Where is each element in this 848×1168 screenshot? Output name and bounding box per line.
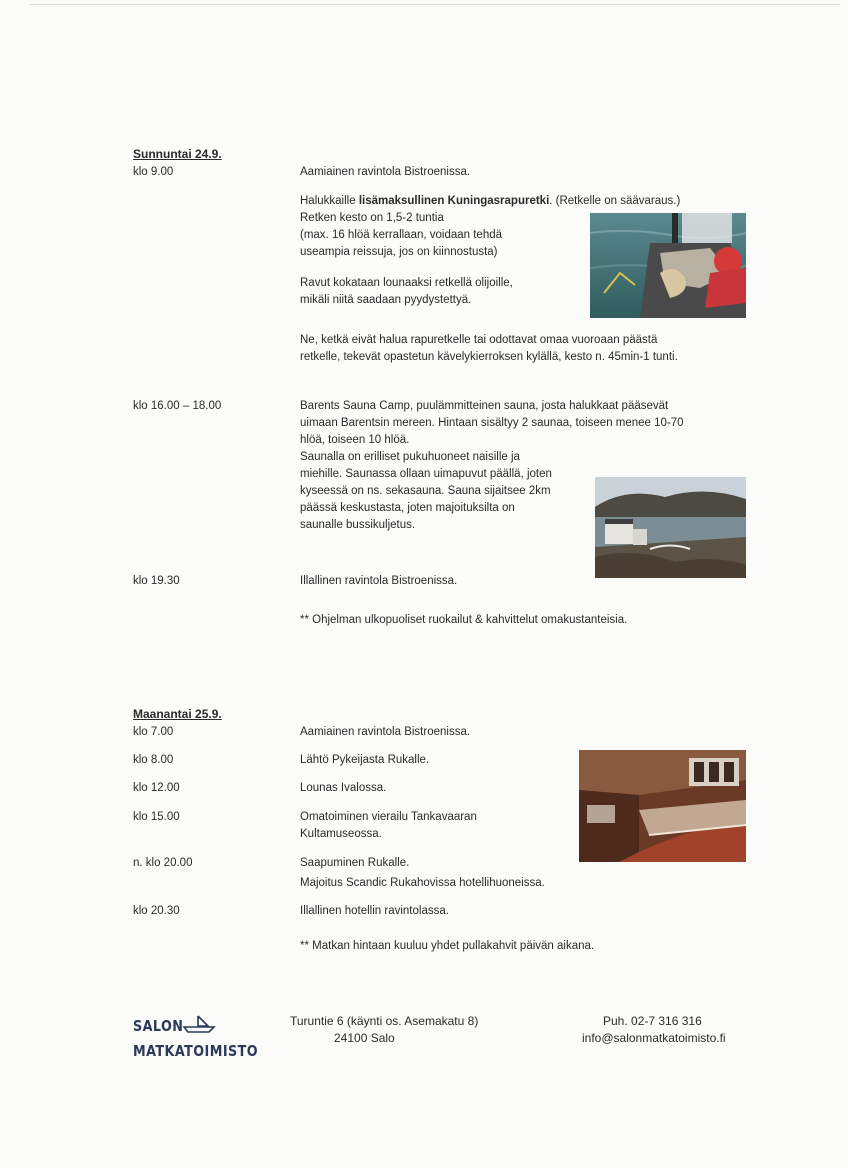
sauna-line2: uimaan Barentsin mereen. Hintaan sisältyy 2 saunaa, toiseen menee 10-70	[300, 417, 684, 429]
sauna-line5: miehille. Saunassa ollaan uimapuvut päällä, joten	[300, 468, 552, 480]
crab-trip-capacity: (max. 16 hlöä kerrallaan, voidaan tehdä	[300, 229, 503, 241]
hotel-text: Majoitus Scandic Rukahovissa hotellihuoneissa.	[300, 877, 545, 889]
walk-tour-line1: Ne, ketkä eivät halua rapuretkelle tai odottavat omaa vuoroaan päästä	[300, 334, 658, 346]
arrive-text: Saapuminen Rukalle.	[300, 857, 410, 869]
depart-text: Lähtö Pykeijasta Rukalle.	[300, 754, 430, 766]
time-0800: klo 8.00	[133, 754, 174, 766]
time-1200: klo 12.00	[133, 782, 180, 794]
lunch-text: Lounas Ivalossa.	[300, 782, 387, 794]
crab-trip-line1: Halukkaille lisämaksullinen Kuningasrapuretki. (Retkelle on säävaraus.)	[300, 195, 681, 207]
time-1930: klo 19.30	[133, 575, 180, 587]
logo-salon: SALON	[133, 1017, 184, 1035]
crab-trip-capacity-cont: useampia reissuja, jos on kiinnostusta)	[300, 246, 498, 258]
time-0900: klo 9.00	[133, 166, 174, 178]
page-top-edge	[30, 4, 840, 5]
sauna-line7: päässä keskustasta, joten majoituksilta on	[300, 502, 515, 514]
crab-cooking-line1: Ravut kokataan lounaaksi retkellä olijoille,	[300, 277, 513, 289]
time-1600-1800: klo 16.00 – 18.00	[133, 400, 222, 412]
sauna-line1: Barents Sauna Camp, puulämmitteinen sauna, josta halukkaat pääsevät	[300, 400, 669, 412]
email-address[interactable]: info@salonmatkatoimisto.fi	[582, 1031, 726, 1045]
address-line1: Turuntie 6 (käynti os. Asemakatu 8)	[290, 1014, 479, 1028]
sauna-line6: kyseessä on ns. sekasauna. Sauna sijaitsee 2km	[300, 485, 551, 497]
crab-trip-duration: Retken kesto on 1,5-2 tuntia	[300, 212, 444, 224]
breakfast-text: Aamiainen ravintola Bistroenissa.	[300, 166, 471, 178]
sauna-line4: Saunalla on erilliset pukuhuoneet naisille ja	[300, 451, 520, 463]
logo-matkatoimisto: MATKATOIMISTO	[133, 1042, 258, 1060]
boat-icon	[182, 1015, 216, 1033]
time-1500: klo 15.00	[133, 811, 180, 823]
dinner-sunday: Illallinen ravintola Bistroenissa.	[300, 575, 458, 587]
sauna-line3: hlöä, toiseen 10 hlöä.	[300, 434, 410, 446]
dinner-monday: Illallinen hotellin ravintolassa.	[300, 905, 449, 917]
day-heading-sunday: Sunnuntai 24.9.	[133, 147, 222, 161]
crab-cooking-line2: mikäli niitä saadaan pyydystettyä.	[300, 294, 472, 306]
walk-tour-line2: retkelle, tekevät opastetun kävelykierroksen kylällä, kesto n. 45min-1 tunti.	[300, 351, 678, 363]
address-line2: 24100 Salo	[334, 1031, 395, 1045]
phone-number: Puh. 02-7 316 316	[603, 1014, 702, 1028]
time-0700: klo 7.00	[133, 726, 174, 738]
day-heading-monday: Maanantai 25.9.	[133, 707, 222, 721]
museum-line2: Kultamuseossa.	[300, 828, 382, 840]
time-2030: klo 20.30	[133, 905, 180, 917]
note-monday: ** Matkan hintaan kuuluu yhdet pullakahvit päivän aikana.	[300, 940, 595, 952]
crab-boat-photo	[590, 213, 746, 318]
breakfast-monday: Aamiainen ravintola Bistroenissa.	[300, 726, 471, 738]
time-2000: n. klo 20.00	[133, 857, 193, 869]
note-sunday: ** Ohjelman ulkopuoliset ruokailut & kahvittelut omakustanteisia.	[300, 614, 628, 626]
sauna-camp-photo	[595, 477, 746, 578]
gold-museum-photo	[579, 750, 746, 862]
museum-line1: Omatoiminen vierailu Tankavaaran	[300, 811, 477, 823]
sauna-line8: saunalle bussikuljetus.	[300, 519, 416, 531]
